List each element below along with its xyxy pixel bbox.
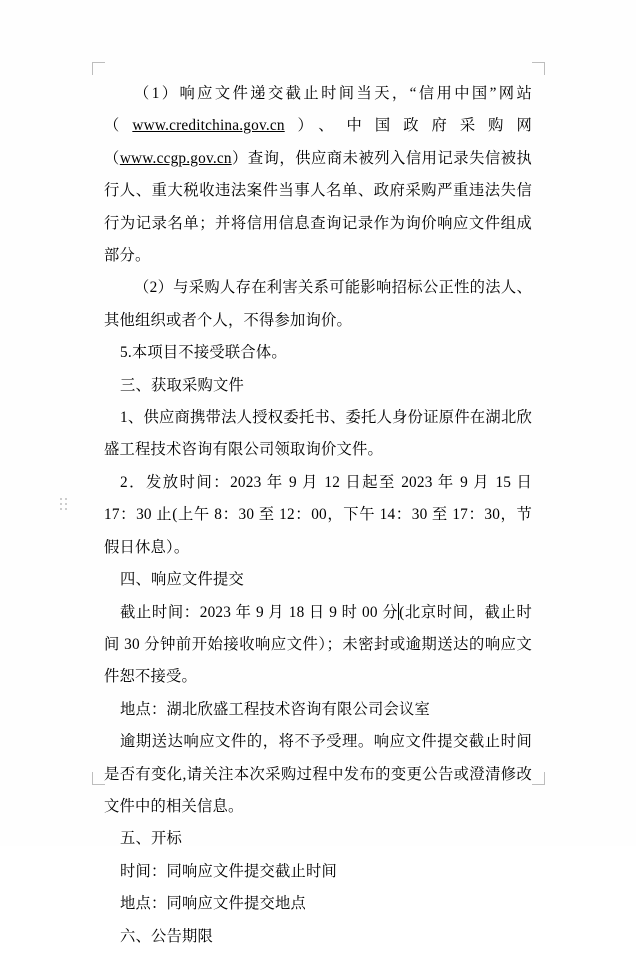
p-heading-submit [104, 564, 532, 596]
paragraph-text: 六、公告期限 [120, 927, 213, 945]
external-link[interactable]: www.creditchina.gov.cn [132, 117, 285, 135]
p-deadline [104, 597, 532, 694]
crop-mark-bottom-right [532, 772, 545, 785]
p-bid-open-time [104, 856, 532, 888]
paragraph-text: （1）响应文件递交截止时间当天，“信用中国”网站（ [104, 85, 532, 135]
paragraph-text: 地点：同响应文件提交地点 [120, 895, 306, 913]
crop-mark-top-right [532, 62, 545, 75]
paragraph-text: ）、中国政府采购网（ [104, 117, 533, 167]
paragraph-text: （2）与采购人存在利害关系可能影响招标公正性的法人、其他组织或者个人，不得参加询价。 [104, 279, 532, 329]
paragraph-text: 五、开标 [120, 830, 182, 848]
drag-handle-icon[interactable] [60, 498, 70, 512]
p-no-consortium [104, 337, 532, 369]
paragraph-text: 2．发放时间：2023 年 9 月 12 日起至 2023 年 9 月 15 日 17：30 止(上午 8：30 至 12：00，下午 14：30 至 17：30，节假日休息）。 [104, 473, 532, 556]
paragraph-text: 三、获取采购文件 [120, 376, 244, 394]
paragraph-text: 时间：同响应文件提交截止时间 [120, 862, 337, 880]
external-link[interactable]: www.ccgp.gov.cn [119, 149, 232, 167]
p-heading-notice-period [104, 921, 532, 953]
p-heading-obtain-docs [104, 370, 532, 402]
crop-mark-top-left [92, 62, 105, 75]
document-body [104, 78, 532, 953]
paragraph-text: 地点：湖北欣盛工程技术咨询有限公司会议室 [120, 700, 430, 718]
paragraph-text: ）查询，供应商未被列入信用记录失信被执行人、重大税收违法案件当事人名单、政府采购严重违法失信行为记录名单；并将信用信息查询记录作为询价响应文件组成部分。 [104, 149, 532, 265]
p-location [104, 694, 532, 726]
p-conflict-of-interest [104, 272, 532, 337]
p-credit-check [104, 78, 532, 272]
p-obtain-docs-1 [104, 402, 532, 467]
paragraph-text: 逾期送达响应文件的，将不予受理。响应文件提交截止时间是否有变化,请关注本次采购过程中发布的变更公告或澄清修改文件中的相关信息。 [104, 733, 532, 815]
paragraph-text: (北京时间，截止时间 30 分钟前开始接收响应文件）；未密封或逾期送达的响应文件恕不接受。 [104, 603, 532, 686]
paragraph-text: 5.本项目不接受联合体。 [120, 344, 287, 362]
p-heading-bid-opening [104, 823, 532, 855]
paragraph-text: 1、供应商携带法人授权委托书、委托人身份证原件在湖北欣盛工程技术咨询有限公司领取询价文件。 [104, 409, 532, 459]
p-issue-time [104, 467, 532, 564]
paragraph-text: 四、响应文件提交 [120, 571, 244, 589]
p-late-notice [104, 726, 532, 823]
p-bid-open-place [104, 888, 532, 920]
paragraph-text: 截止时间：2023 年 9 月 18 日 9 时 00 分 [120, 603, 399, 621]
